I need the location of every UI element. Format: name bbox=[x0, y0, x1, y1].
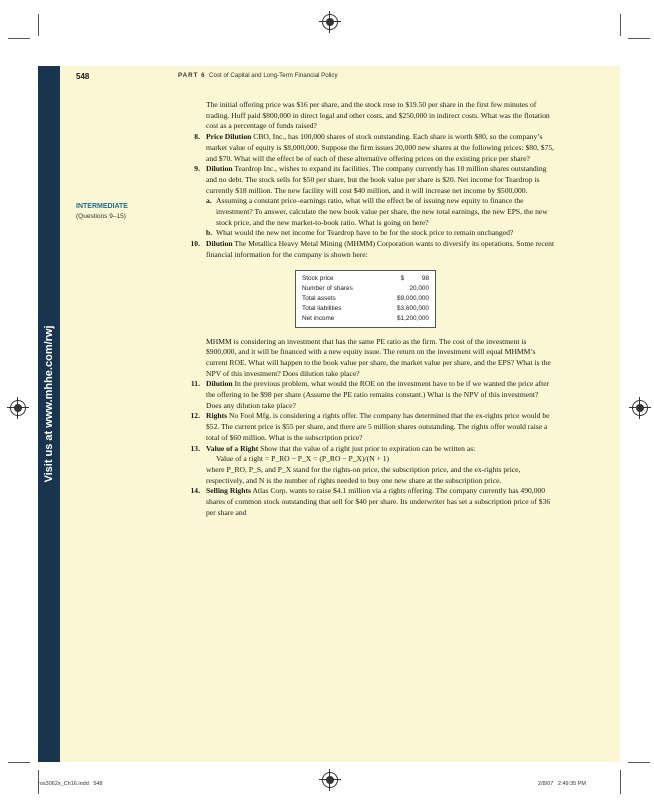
sub-label: b. bbox=[206, 228, 213, 238]
problem-title: Value of a Right bbox=[206, 443, 259, 453]
row-value: $ 98 bbox=[400, 274, 429, 282]
problem-13 bbox=[190, 443, 555, 455]
table-row bbox=[302, 274, 429, 284]
page-number: 548 bbox=[76, 72, 90, 81]
registration-mark-icon bbox=[322, 772, 338, 788]
formula-definitions: where P_RO, P_S, and P_X stand for the rights-on price, the subscription price, and the ex-rights price, respectively, and N is the number of rights needed to buy one new share at the subscription price. bbox=[206, 464, 521, 485]
problem-title: Price Dilution bbox=[206, 132, 252, 142]
side-url-text: Visit us at www.mhhe.com/rwj bbox=[43, 325, 55, 483]
registration-mark-icon bbox=[10, 400, 26, 416]
problem-text: No Fool Mfg. is considering a rights offer. The company has determined that the ex-rights price would be $52. The current price is $55 per share, and there are 5 million shares outstanding. The rights offer would raise a total of $60 million. What is the subscription price? bbox=[206, 411, 550, 442]
problem-title: Rights bbox=[206, 411, 228, 421]
problem-title: Dilution bbox=[206, 239, 233, 249]
problem-title: Dilution bbox=[206, 379, 233, 389]
crop-mark bbox=[628, 762, 650, 763]
registration-mark-icon bbox=[322, 14, 338, 30]
problem-title: Selling Rights bbox=[206, 486, 251, 496]
table-row bbox=[302, 304, 429, 314]
problem-number: 14. bbox=[190, 486, 200, 496]
problem-number: 12. bbox=[190, 411, 200, 421]
sub-label: a. bbox=[206, 196, 212, 206]
problem-14 bbox=[190, 486, 555, 518]
crop-mark bbox=[628, 38, 650, 39]
footer-filename: ros3062x_Ch16.indd 548 bbox=[38, 781, 103, 787]
problem-text: Show that the value of a right just prior to expiration can be written as: bbox=[260, 443, 476, 453]
crop-mark bbox=[8, 38, 30, 39]
problem-11 bbox=[190, 379, 555, 411]
problem-text: Atlas Corp. wants to raise $4.1 million via a rights offering. The company currently has 490,000 shares of common stock outstanding that sell for $40 per share. Its underwriter has set a subscription price of $36 per share and bbox=[206, 486, 551, 517]
problem-9b bbox=[206, 228, 555, 239]
difficulty-label: INTERMEDIATE bbox=[76, 203, 128, 210]
problem-text: Teardrop Inc., wishes to expand its facilities. The company currently has 10 million shares outstanding and no debt. The stock sells for $50 per share, but the book value per share is $20. Net income for Teardrop is currently $18 million. The new facility will cost $40 million, and it will increase net income by $500,000. bbox=[206, 164, 547, 195]
part-label: PART 6 bbox=[178, 72, 206, 79]
sub-text: Assuming a constant price–earnings ratio, what will the effect be of issuing new equity to finance the investment? To answer, calculate the new book value per share, the new total earnings, the new EPS, the new stock price, and the new market-to-book ratio. What is going on here? bbox=[216, 196, 548, 227]
row-label: Net income bbox=[302, 314, 335, 322]
problem-number: 8. bbox=[194, 132, 200, 142]
problem-number: 9. bbox=[194, 164, 200, 174]
crop-mark bbox=[620, 14, 621, 36]
crop-mark bbox=[8, 762, 30, 763]
table-row bbox=[302, 314, 429, 324]
problem-9a bbox=[206, 196, 555, 228]
problem-8 bbox=[194, 132, 555, 164]
financial-table bbox=[295, 270, 436, 328]
problem-9 bbox=[194, 164, 555, 196]
row-label: Stock price bbox=[302, 274, 334, 282]
problem-10 bbox=[190, 239, 555, 260]
table-row bbox=[302, 284, 429, 294]
problem-text: In the previous problem, what would the ROE on the investment have to be if we wanted the price after the offering to be $98 per share (Assume the PE ratio remains constant.) What is the NPV of this investment? Does any dilution take place? bbox=[206, 379, 550, 410]
row-label: Total assets bbox=[302, 294, 336, 302]
problem-text: CBO, Inc., has 100,000 shares of stock outstanding. Each share is worth $80, so the company’s market value of equity is $8,000,000. Suppose the firm issues 20,000 new shares at the following prices: $80, $75, and $70. What will the effect be of each of these alternative offering prices on the existing price per share? bbox=[206, 132, 554, 163]
running-head bbox=[178, 72, 338, 79]
problem-12 bbox=[190, 411, 555, 443]
question-range: (Questions 9–15) bbox=[76, 213, 126, 220]
intro-text: The initial offering price was $16 per share, and the stock rose to $19.50 per share in the first few minutes of trading. Huff paid $800,000 in direct legal and other costs, and $250,000 in indirect costs. What was the flotation cost as a percentage of funds raised? bbox=[206, 100, 550, 131]
table-row bbox=[302, 294, 429, 304]
row-label: Number of shares bbox=[302, 284, 353, 292]
row-value: $9,000,000 bbox=[397, 294, 429, 302]
footer-timestamp: 2/8/07 2:49:35 PM bbox=[538, 781, 587, 787]
registration-mark-icon bbox=[632, 400, 648, 416]
right-value-formula: Value of a right = P_RO − P_X = (P_RO − P_X)/(N + 1) bbox=[216, 454, 390, 464]
crop-mark bbox=[620, 770, 621, 794]
problem-number: 10. bbox=[190, 239, 200, 249]
row-value: $3,600,000 bbox=[397, 304, 429, 312]
row-value: $1,200,000 bbox=[397, 314, 429, 322]
problem-text: The Metallica Heavy Metal Mining (MHMM) Corporation wants to diversify its operations. Some recent financial information for the company is shown here: bbox=[206, 239, 555, 259]
problem-number: 13. bbox=[190, 443, 200, 453]
chapter-title: Cost of Capital and Long-Term Financial Policy bbox=[209, 72, 338, 79]
row-label: Total liabilities bbox=[302, 304, 342, 312]
problem-number: 11. bbox=[190, 379, 200, 389]
problem-title: Dilution bbox=[206, 164, 233, 174]
sub-text: What would the new net income for Teardrop have to be for the stock price to remain unchanged? bbox=[216, 228, 514, 238]
problem-list bbox=[190, 100, 555, 519]
crop-mark bbox=[38, 14, 39, 36]
problem-10-continuation: MHMM is considering an investment that has the same PE ratio as the firm. The cost of the investment is $900,000, and it will be financed with a new equity issue. The return on the investment will equal MHMM’s current ROE. What will happen to the book value per share, the market value per share, and the EPS? What is the NPV of this investment? Does dilution take place? bbox=[206, 336, 551, 378]
row-value: 20,000 bbox=[409, 284, 429, 292]
